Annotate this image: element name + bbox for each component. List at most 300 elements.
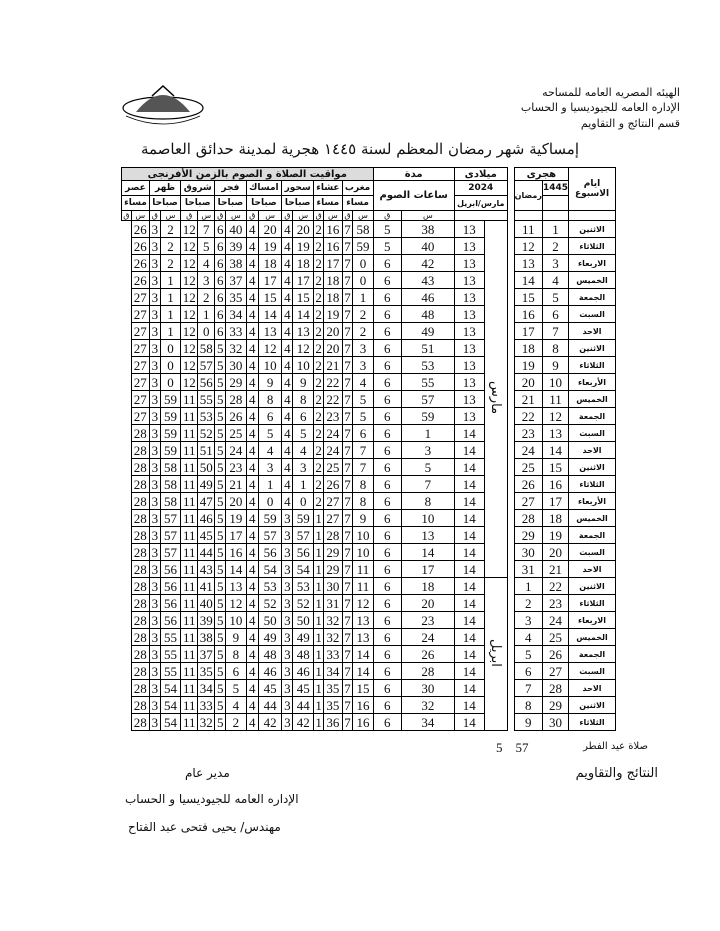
time-cell: 4 — [246, 221, 258, 238]
time-cell: 23 — [401, 612, 454, 629]
time-cell: 28 — [131, 442, 149, 459]
fasting-hours-header: ساعات الصوم — [373, 181, 454, 211]
spacer-cell — [507, 391, 514, 408]
time-cell: 4 — [282, 340, 293, 357]
time-cell: 22 — [542, 578, 568, 595]
time-cell: 4 — [293, 442, 314, 459]
time-cell: 37 — [226, 272, 246, 289]
hour-unit-label: س — [293, 211, 314, 221]
time-cell: 4 — [282, 391, 293, 408]
time-cell: 7 — [198, 221, 215, 238]
time-cell: 15 — [542, 459, 568, 476]
time-cell: 14 — [353, 646, 373, 663]
time-cell: 20 — [401, 595, 454, 612]
time-cell: 4 — [246, 476, 258, 493]
table-row — [122, 578, 616, 595]
time-cell: 59 — [259, 510, 282, 527]
day-name-cell: الاحد — [569, 323, 616, 340]
time-cell: 14 — [293, 306, 314, 323]
table-row — [122, 289, 616, 306]
time-cell: 5 — [215, 510, 226, 527]
time-cell: 1 — [315, 629, 322, 645]
time-cell: 56 — [160, 612, 180, 629]
minute-unit-label: ق — [282, 211, 293, 221]
time-cell: 4 — [246, 544, 258, 561]
time-cell: 27 — [131, 306, 149, 323]
time-cell: 2 — [198, 289, 215, 306]
time-cell: 12 — [514, 238, 542, 255]
spacer-cell — [507, 238, 514, 255]
time-cell: 3 — [149, 680, 160, 697]
time-cell: 3 — [149, 493, 160, 510]
day-name-cell: الجمعة — [569, 527, 616, 544]
spacer-cell — [507, 459, 514, 476]
time-cell: 5 — [215, 459, 226, 476]
time-cell: 6 — [226, 663, 246, 680]
time-cell: 28 — [131, 663, 149, 680]
time-cell: 6 — [373, 357, 401, 374]
day-name-cell: السبت — [569, 663, 616, 680]
time-cell: 3 — [149, 221, 160, 238]
time-cell: 5 — [215, 493, 226, 510]
time-cell: 59 — [293, 510, 314, 527]
time-cell: 57 — [160, 510, 180, 527]
time-cell: 53 — [293, 578, 314, 595]
time-cell: 18 — [324, 272, 343, 289]
day-name-cell: الاحد — [569, 561, 616, 578]
time-cell: 5 — [215, 629, 226, 646]
time-cell: 15 — [293, 289, 314, 306]
table-row — [122, 544, 616, 561]
time-cell: 57 — [293, 527, 314, 544]
time-cell: 47 — [198, 493, 215, 510]
time-cell: 2 — [315, 323, 322, 339]
day-name-cell: الثلاثاء — [569, 595, 616, 612]
time-cell: 41 — [198, 578, 215, 595]
time-cell: 37 — [198, 646, 215, 663]
time-cell: 3 — [282, 612, 293, 629]
time-cell: 27 — [131, 323, 149, 340]
eid-prayer-time — [496, 740, 529, 756]
time-cell: 11 — [181, 612, 198, 629]
time-cell: 55 — [160, 663, 180, 680]
spacer-cell — [507, 612, 514, 629]
time-cell: 2 — [315, 255, 322, 271]
time-cell: 49 — [293, 629, 314, 646]
time-cell: 53 — [401, 357, 454, 374]
time-cell: 26 — [514, 476, 542, 493]
time-cell: 56 — [259, 544, 282, 561]
time-cell: 5 — [293, 425, 314, 442]
spacer-cell — [507, 408, 514, 425]
time-cell: 12 — [181, 221, 198, 238]
spacer-cell — [507, 510, 514, 527]
sunrise-sub: صباحا — [181, 196, 215, 211]
imsak-sub: صباحا — [246, 196, 282, 211]
table-row — [122, 238, 616, 255]
hour-unit-label: س — [160, 211, 180, 221]
time-cell: 1 — [353, 289, 373, 306]
time-cell: 13 — [293, 323, 314, 340]
time-cell: 20 — [542, 544, 568, 561]
time-cell: 4 — [246, 272, 258, 289]
time-cell: 53 — [259, 578, 282, 595]
time-cell: 6 — [373, 714, 401, 731]
days-header: ايام الاسبوع — [569, 168, 616, 211]
day-name-cell: الاربعاء — [569, 255, 616, 272]
time-cell: 6 — [373, 323, 401, 340]
time-cell: 4 — [246, 238, 258, 255]
time-cell: 14 — [226, 561, 246, 578]
time-cell: 56 — [293, 544, 314, 561]
time-cell: 18 — [514, 340, 542, 357]
time-cell: 50 — [293, 612, 314, 629]
time-cell: 3 — [282, 561, 293, 578]
time-cell: 1 — [542, 221, 568, 238]
time-cell: 7 — [342, 561, 353, 578]
time-cell: 36 — [324, 714, 343, 731]
time-cell: 5 — [215, 357, 226, 374]
time-cell: 18 — [293, 255, 314, 272]
time-cell: 17 — [401, 561, 454, 578]
time-cell: 6 — [373, 255, 401, 272]
time-cell: 56 — [160, 561, 180, 578]
time-cell: 8 — [259, 391, 282, 408]
minute-unit-label: ق — [215, 211, 226, 221]
directorate-name: الإداره العامه للجيوديسيا و الحساب — [520, 101, 680, 114]
time-cell: 26 — [324, 476, 343, 493]
time-cell: 39 — [198, 612, 215, 629]
table-row — [122, 221, 616, 238]
time-cell: 48 — [259, 646, 282, 663]
minute-unit-label: ق — [315, 211, 322, 220]
time-cell: 6 — [215, 221, 226, 238]
time-cell: 2 — [353, 323, 373, 340]
time-cell: 4 — [246, 527, 258, 544]
time-cell: 1 — [160, 323, 180, 340]
time-cell: 14 — [542, 442, 568, 459]
time-cell: 4 — [246, 340, 258, 357]
time-cell: 27 — [542, 663, 568, 680]
time-cell: 13 — [454, 408, 484, 425]
time-cell: 20 — [259, 221, 282, 238]
time-cell: 34 — [226, 306, 246, 323]
eid-prayer-label: صلاة عيد الفطر — [583, 741, 648, 752]
time-cell: 35 — [324, 680, 343, 697]
time-cell: 27 — [324, 510, 343, 527]
day-name-cell: الثلاثاء — [569, 238, 616, 255]
time-cell: 7 — [342, 272, 353, 289]
time-cell: 5 — [373, 221, 401, 238]
time-cell: 3 — [149, 510, 160, 527]
time-cell: 14 — [454, 544, 484, 561]
time-cell: 6 — [259, 408, 282, 425]
time-cell: 9 — [259, 374, 282, 391]
time-cell: 24 — [226, 442, 246, 459]
table-row — [122, 697, 616, 714]
time-cell: 29 — [324, 544, 343, 561]
time-cell: 7 — [342, 527, 353, 544]
time-cell: 14 — [259, 306, 282, 323]
time-cell: 40 — [226, 221, 246, 238]
time-cell: 54 — [160, 680, 180, 697]
ramadan-header: رمضان — [514, 181, 542, 211]
time-cell: 6 — [373, 680, 401, 697]
time-cell: 16 — [324, 238, 343, 255]
time-cell: 13 — [454, 255, 484, 272]
time-cell: 6 — [373, 663, 401, 680]
time-cell: 56 — [160, 578, 180, 595]
time-cell: 13 — [353, 612, 373, 629]
time-cell: 57 — [160, 527, 180, 544]
day-name-cell: السبت — [569, 306, 616, 323]
time-cell: 4 — [282, 408, 293, 425]
time-cell: 4 — [246, 629, 258, 646]
time-cell: 44 — [293, 697, 314, 714]
time-cell: 4 — [282, 272, 293, 289]
time-cell: 8 — [226, 646, 246, 663]
time-cell: 27 — [131, 408, 149, 425]
duration-header: مدة — [373, 168, 454, 181]
time-cell: 51 — [198, 442, 215, 459]
time-cell: 5 — [215, 561, 226, 578]
spacer-cell — [507, 527, 514, 544]
footer-directorate: الإداره العامه للجيوديسيا و الحساب — [125, 792, 299, 806]
time-cell: 48 — [293, 646, 314, 663]
day-name-cell: الخميس — [569, 510, 616, 527]
time-cell: 28 — [131, 527, 149, 544]
time-cell: 4 — [246, 663, 258, 680]
time-cell: 6 — [373, 289, 401, 306]
time-cell: 28 — [131, 714, 149, 731]
time-cell: 7 — [401, 476, 454, 493]
time-cell: 30 — [514, 544, 542, 561]
time-cell: 12 — [181, 323, 198, 340]
time-cell: 2 — [315, 459, 322, 475]
time-cell: 7 — [353, 459, 373, 476]
minute-unit-label: ق — [246, 211, 258, 221]
time-cell: 5 — [215, 663, 226, 680]
time-cell: 17 — [514, 323, 542, 340]
time-cell: 32 — [198, 714, 215, 731]
time-cell: 4 — [282, 476, 293, 493]
time-cell: 2 — [315, 374, 322, 390]
time-cell: 14 — [401, 544, 454, 561]
time-cell: 4 — [246, 323, 258, 340]
time-cell: 7 — [542, 323, 568, 340]
time-cell: 6 — [373, 476, 401, 493]
day-name-cell: الاحد — [569, 680, 616, 697]
time-cell: 11 — [181, 646, 198, 663]
time-cell: 12 — [293, 340, 314, 357]
time-cell: 13 — [401, 527, 454, 544]
time-cell: 4 — [198, 255, 215, 272]
time-cell: 26 — [131, 255, 149, 272]
time-cell: 46 — [401, 289, 454, 306]
time-cell: 52 — [198, 425, 215, 442]
spacer-cell — [507, 374, 514, 391]
time-cell: 6 — [373, 391, 401, 408]
spacer-cell — [507, 646, 514, 663]
time-cell: 4 — [226, 697, 246, 714]
hour-unit-label: س — [324, 211, 343, 221]
table-row — [122, 374, 616, 391]
time-cell: 28 — [131, 476, 149, 493]
time-cell: 46 — [293, 663, 314, 680]
time-cell: 17 — [293, 272, 314, 289]
table-row — [122, 629, 616, 646]
time-cell: 25 — [226, 425, 246, 442]
time-cell: 12 — [181, 357, 198, 374]
time-cell: 0 — [293, 493, 314, 510]
time-cell: 9 — [226, 629, 246, 646]
dhuhr-sub: صباحا — [149, 196, 180, 211]
time-cell: 55 — [160, 629, 180, 646]
hour-unit-label: س — [353, 211, 373, 221]
time-cell: 40 — [401, 238, 454, 255]
time-cell: 6 — [215, 255, 226, 272]
time-cell: 4 — [246, 442, 258, 459]
time-cell: 4 — [246, 612, 258, 629]
time-cell: 7 — [342, 697, 353, 714]
time-cell: 6 — [215, 289, 226, 306]
hour-unit-label: س — [226, 211, 246, 221]
time-cell: 34 — [324, 663, 343, 680]
time-cell: 6 — [373, 306, 401, 323]
time-cell: 9 — [353, 510, 373, 527]
minute-unit-label: ق — [373, 211, 401, 221]
time-cell: 9 — [514, 714, 542, 731]
time-cell: 19 — [514, 357, 542, 374]
time-cell: 6 — [373, 459, 401, 476]
time-cell: 5 — [353, 391, 373, 408]
time-cell: 11 — [181, 697, 198, 714]
time-cell: 3 — [149, 697, 160, 714]
time-cell: 27 — [131, 289, 149, 306]
time-cell: 2 — [542, 238, 568, 255]
day-name-cell: الخميس — [569, 272, 616, 289]
time-cell: 44 — [198, 544, 215, 561]
time-cell: 44 — [259, 697, 282, 714]
time-cell: 5 — [373, 238, 401, 255]
time-cell: 45 — [293, 680, 314, 697]
spacer-cell — [507, 714, 514, 731]
time-cell: 29 — [514, 527, 542, 544]
time-cell: 17 — [324, 255, 343, 272]
time-cell: 1 — [315, 544, 322, 560]
day-name-cell: الاثنين — [569, 578, 616, 595]
day-name-cell: الاثنين — [569, 697, 616, 714]
spacer-cell — [507, 680, 514, 697]
time-cell: 0 — [353, 255, 373, 272]
time-cell: 16 — [226, 544, 246, 561]
time-cell: 5 — [215, 391, 226, 408]
time-cell: 15 — [353, 680, 373, 697]
time-cell: 14 — [454, 527, 484, 544]
time-cell: 2 — [315, 221, 322, 237]
time-cell: 11 — [181, 476, 198, 493]
time-cell: 20 — [324, 323, 343, 340]
time-cell: 13 — [353, 629, 373, 646]
time-cell: 6 — [215, 306, 226, 323]
time-cell: 6 — [373, 561, 401, 578]
time-cell: 13 — [259, 323, 282, 340]
time-cell: 3 — [282, 595, 293, 612]
time-cell: 35 — [198, 663, 215, 680]
time-cell: 16 — [542, 476, 568, 493]
time-cell: 11 — [181, 595, 198, 612]
time-cell: 4 — [282, 323, 293, 340]
time-cell: 8 — [542, 340, 568, 357]
time-cell: 3 — [149, 476, 160, 493]
time-cell: 19 — [226, 510, 246, 527]
time-cell: 3 — [282, 629, 293, 646]
day-name-cell: الاثنين — [569, 340, 616, 357]
time-cell: 7 — [342, 612, 353, 629]
time-cell: 4 — [282, 306, 293, 323]
time-cell: 4 — [246, 510, 258, 527]
time-cell: 5 — [259, 425, 282, 442]
time-cell: 4 — [282, 442, 293, 459]
time-cell: 13 — [454, 238, 484, 255]
time-cell: 6 — [215, 238, 226, 255]
time-cell: 25 — [324, 459, 343, 476]
time-cell: 4 — [282, 357, 293, 374]
time-cell: 6 — [373, 340, 401, 357]
hijri-year: 1445 — [542, 181, 568, 196]
time-cell: 12 — [181, 289, 198, 306]
time-cell: 5 — [215, 680, 226, 697]
time-cell: 3 — [149, 238, 160, 255]
time-cell: 14 — [454, 493, 484, 510]
time-cell: 1 — [160, 272, 180, 289]
time-cell: 19 — [259, 238, 282, 255]
time-cell: 14 — [454, 442, 484, 459]
table-row — [122, 595, 616, 612]
table-row — [122, 442, 616, 459]
minute-unit-label: ق — [342, 211, 353, 221]
time-cell: 7 — [342, 221, 353, 238]
time-cell: 58 — [160, 493, 180, 510]
time-cell: 32 — [324, 612, 343, 629]
time-cell: 5 — [401, 459, 454, 476]
time-cell: 14 — [454, 629, 484, 646]
day-name-cell: الاثنين — [569, 459, 616, 476]
time-cell: 4 — [246, 578, 258, 595]
time-cell: 27 — [131, 340, 149, 357]
time-cell: 2 — [315, 425, 322, 441]
time-cell: 26 — [131, 272, 149, 289]
time-cell: 2 — [315, 238, 322, 254]
time-cell: 3 — [401, 442, 454, 459]
isha-header: عشاء — [314, 181, 343, 196]
time-cell: 2 — [160, 255, 180, 272]
time-cell: 27 — [514, 493, 542, 510]
maghrib-sub: مساء — [342, 196, 373, 211]
spacer-cell — [507, 289, 514, 306]
time-cell: 14 — [353, 663, 373, 680]
spacer-cell — [507, 595, 514, 612]
time-cell: 1 — [293, 476, 314, 493]
hijri-blank — [542, 196, 568, 211]
time-cell: 11 — [181, 425, 198, 442]
time-cell: 57 — [401, 391, 454, 408]
time-cell: 14 — [454, 510, 484, 527]
time-cell: 35 — [324, 697, 343, 714]
time-cell: 1 — [315, 527, 322, 543]
time-cell: 14 — [454, 578, 484, 595]
time-cell: 28 — [131, 612, 149, 629]
